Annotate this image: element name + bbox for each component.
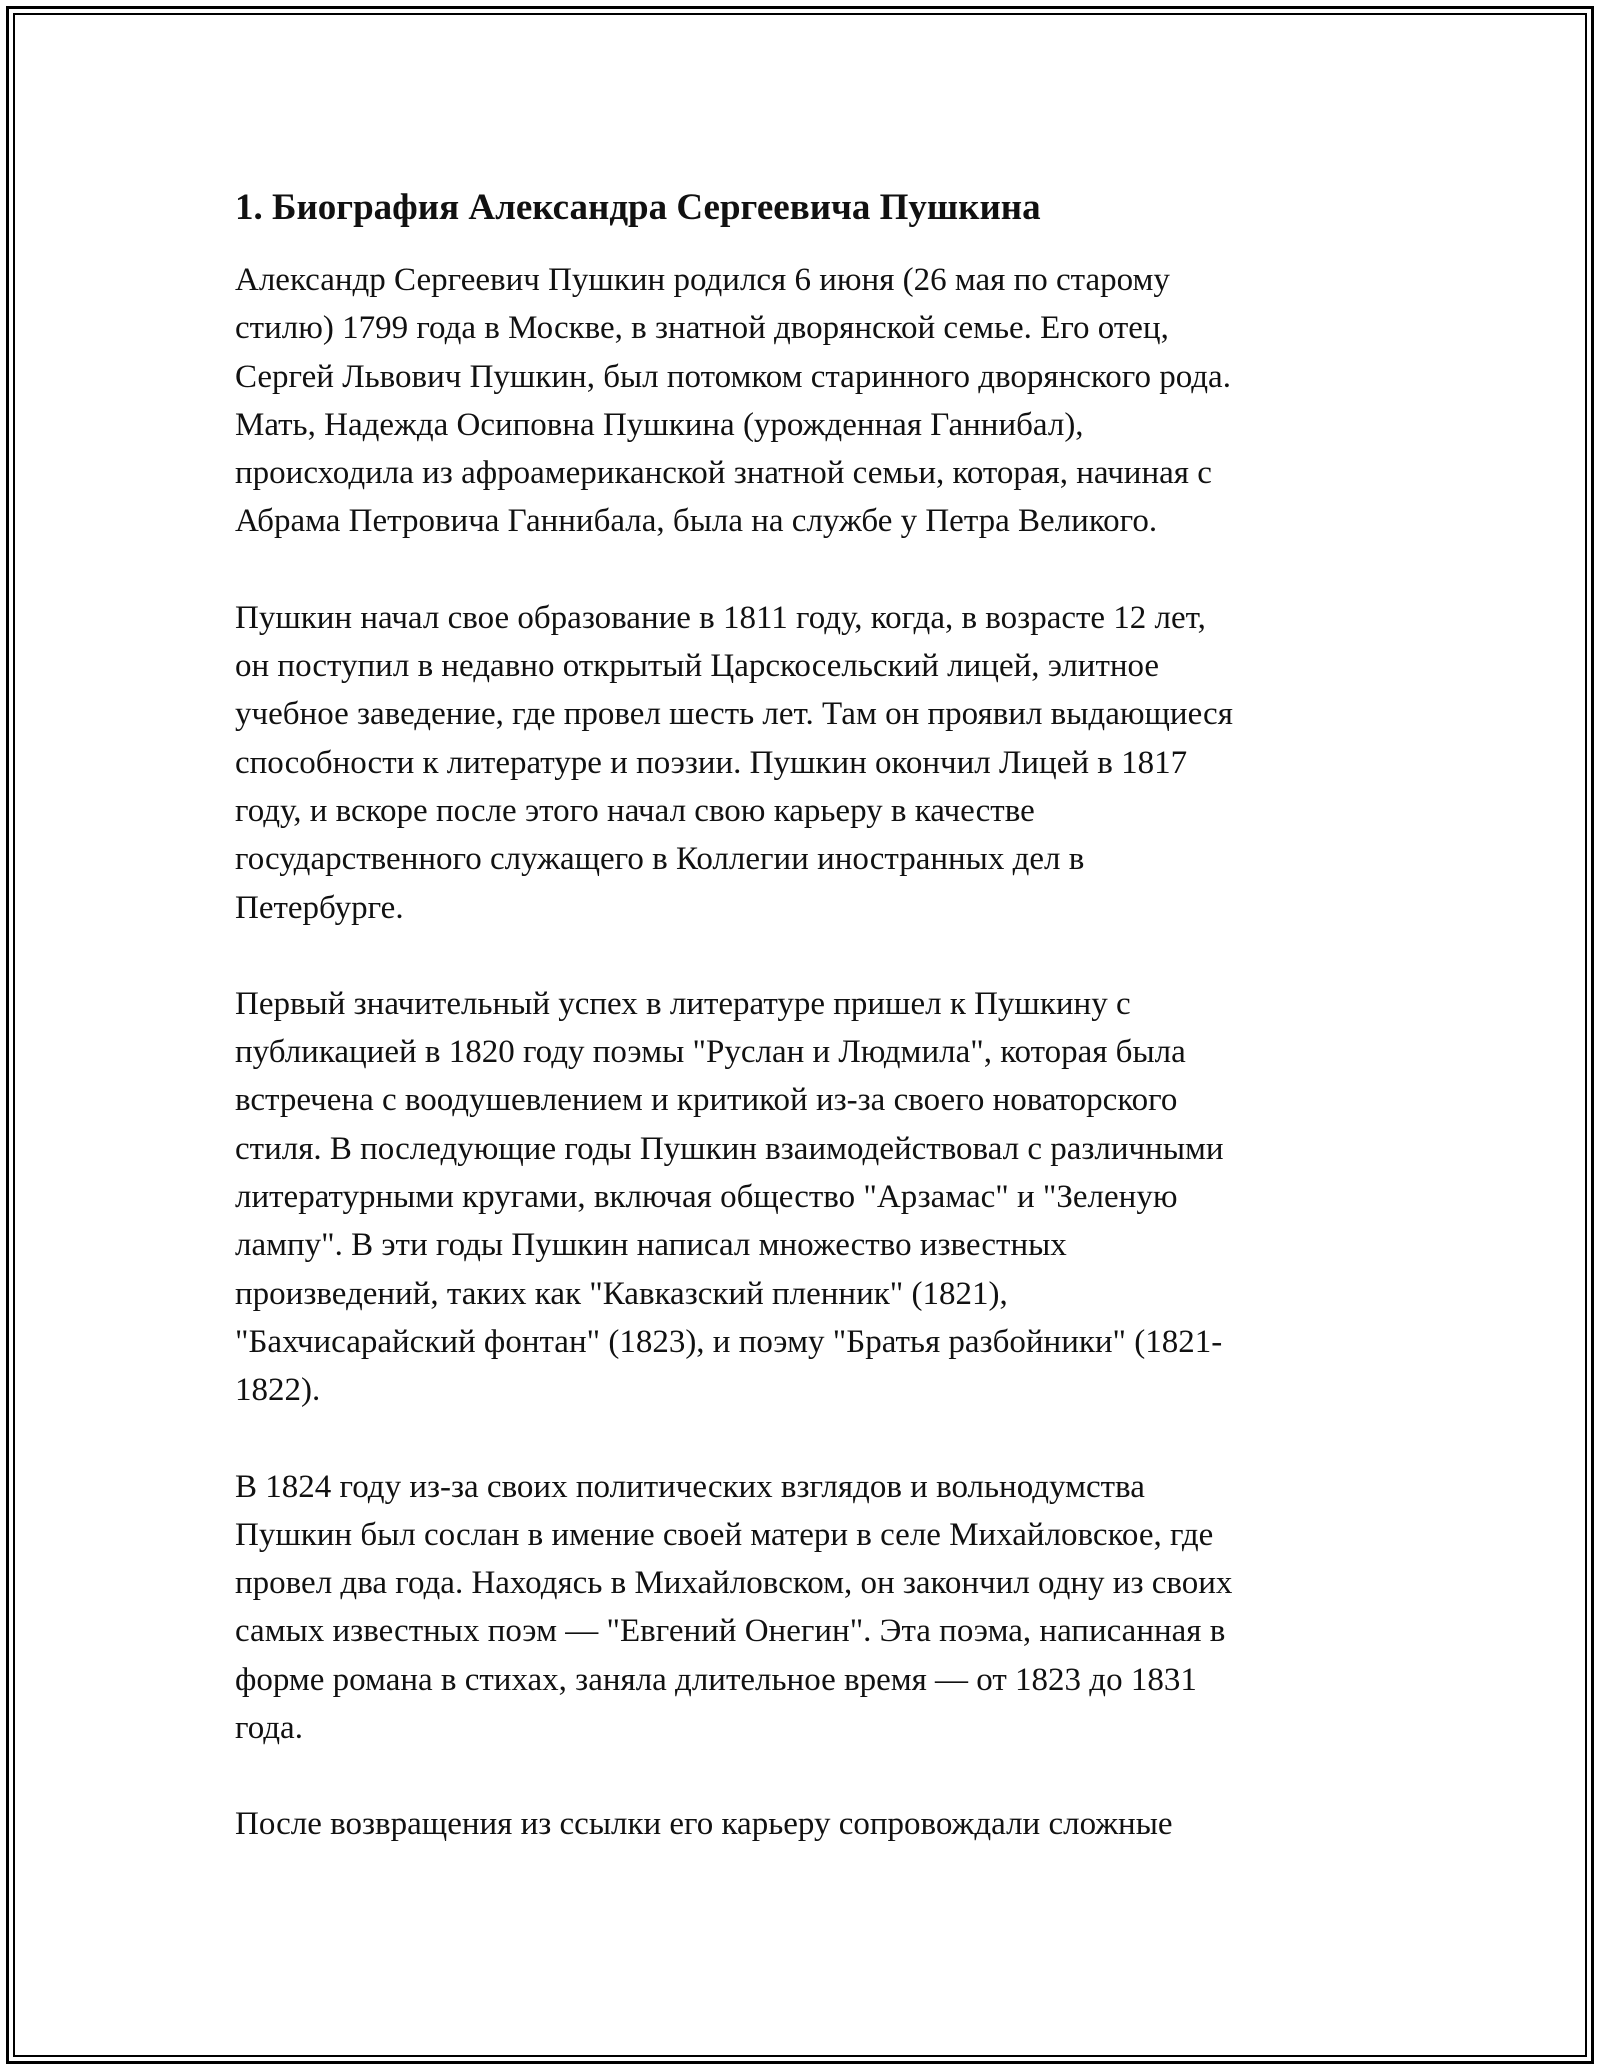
text-line: В 1824 году из-за своих политических взглядов и вольнодумства <box>235 1468 1145 1505</box>
text-line: году, и вскоре после этого начал свою карьеру в качестве <box>235 792 1035 829</box>
text-line: происходила из афроамериканской знатной семьи, которая, начиная с <box>235 455 1212 492</box>
text-line: После возвращения из ссылки его карьеру сопровождали сложные <box>235 1806 1173 1843</box>
text-line: публикацией в 1820 году поэмы "Руслан и Людмила", которая была <box>235 1034 1186 1071</box>
text-line: Мать, Надежда Осиповна Пушкина (урожденная Ганнибал), <box>235 406 1084 443</box>
paragraph-1 <box>235 256 1355 546</box>
text-line: года. <box>235 1710 303 1747</box>
text-line: Абрама Петровича Ганнибала, была на службе у Петра Великого. <box>235 503 1158 540</box>
text-line: Пушкин начал свое образование в 1811 году, когда, в возрасте 12 лет, <box>235 599 1206 636</box>
paragraph-2 <box>235 594 1355 932</box>
text-line: Александр Сергеевич Пушкин родился 6 июня (26 мая по старому <box>235 262 1170 298</box>
text-line: способности к литературе и поэзии. Пушкин окончил Лицей в 1817 <box>235 744 1188 781</box>
text-line: Сергей Львович Пушкин, был потомком старинного дворянского рода. <box>235 358 1231 395</box>
text-line: учебное заведение, где провел шесть лет. Там он проявил выдающиеся <box>235 696 1233 733</box>
text-line: "Бахчисарайский фонтан" (1823), и поэму "Братья разбойники" (1821- <box>235 1323 1223 1360</box>
document-content <box>235 184 1355 1897</box>
document-title: 1. Биография Александра Сергеевича Пушкина <box>235 187 1041 228</box>
text-line: Петербурге. <box>235 889 404 926</box>
text-line: провел два года. Находясь в Михайловском, он закончил одну из своих <box>235 1565 1233 1602</box>
text-line: Первый значительный успех в литературе пришел к Пушкину с <box>235 985 1131 1022</box>
text-line: самых известных поэм — "Евгений Онегин". Эта поэма, написанная в <box>235 1613 1226 1650</box>
paragraph-5 <box>235 1800 1355 1848</box>
text-line: стилю) 1799 года в Москве, в знатной дворянской семье. Его отец, <box>235 310 1169 347</box>
text-line: Пушкин был сослан в имение своей матери в селе Михайловское, где <box>235 1516 1214 1553</box>
paragraph-4 <box>235 1463 1355 1753</box>
text-line: лампу". В эти годы Пушкин написал множество известных <box>235 1227 1067 1264</box>
text-line: встречена с воодушевлением и критикой из-за своего новаторского <box>235 1082 1178 1119</box>
text-line: государственного служащего в Коллегии иностранных дел в <box>235 841 1085 878</box>
text-line: произведений, таких как "Кавказский пленник" (1821), <box>235 1275 1008 1312</box>
text-line: литературными кругами, включая общество "Арзамас" и "Зеленую <box>235 1179 1178 1216</box>
text-line: он поступил в недавно открытый Царскосельский лицей, элитное <box>235 648 1160 685</box>
text-line: 1822). <box>235 1372 321 1409</box>
paragraph-3 <box>235 980 1355 1415</box>
paragraph-list <box>235 256 1355 1849</box>
text-line: стиля. В последующие годы Пушкин взаимодействовал с различными <box>235 1130 1224 1167</box>
text-line: форме романа в стихах, заняла длительное время — от 1823 до 1831 <box>235 1661 1197 1698</box>
